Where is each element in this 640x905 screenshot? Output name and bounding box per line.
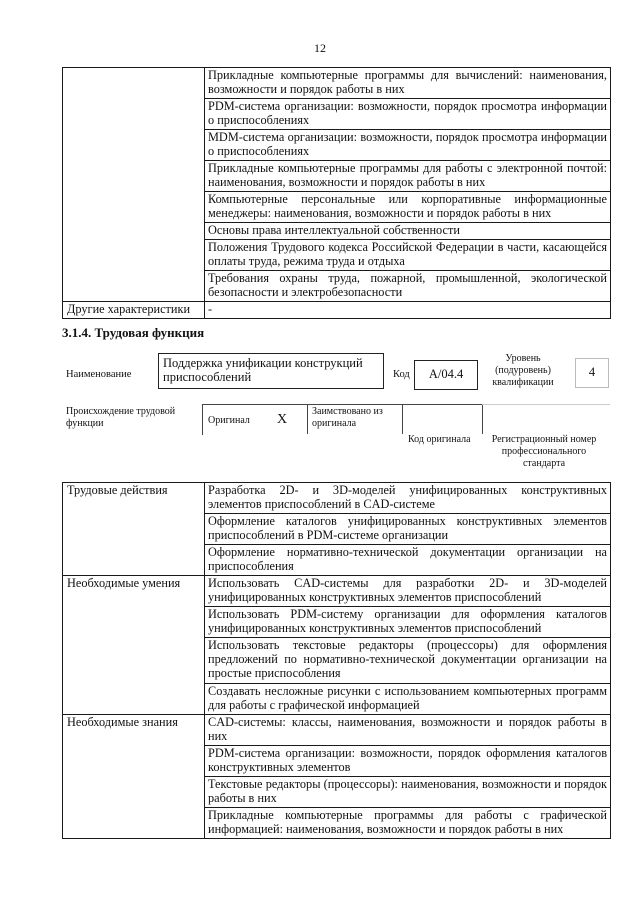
table-cell: Использовать CAD-системы для разработки 2D- и 3D-моделей унифицированных конструктивных элементов приспособлений <box>205 576 611 607</box>
table-cell: Положения Трудового кодекса Российской Федерации в части, касающейся оплаты труда, режима труда и отдыха <box>205 240 611 271</box>
table-cell: PDM-система организации: возможности, порядок оформления каталогов конструктивных элементов <box>205 746 611 777</box>
reg-number-label: Регистрационный номер профессионального стандарта <box>491 434 597 469</box>
section-heading: 3.1.4. Трудовая функция <box>62 325 205 340</box>
original-label: Оригинал <box>208 415 250 426</box>
original-mark: X <box>277 412 288 427</box>
table-cell: Основы права интеллектуальной собственности <box>205 223 611 240</box>
level-label: Уровень (подуровень) квалификации <box>492 353 554 388</box>
table-cell: PDM-система организации: возможности, порядок просмотра информации о приспособлениях <box>205 99 611 130</box>
divider <box>482 404 610 405</box>
code-value: А/04.4 <box>414 360 478 390</box>
knowledge-label: Необходимые знания <box>63 715 205 839</box>
table-cell: Использовать PDM-систему организации для оформления каталогов унифицированных конструктивных элементов приспособлений <box>205 607 611 638</box>
code-label: Код <box>393 369 410 380</box>
table-cell: Оформление каталогов унифицированных конструктивных элементов приспособлений в PDM-системе организации <box>205 514 611 545</box>
labor-function-table <box>62 482 611 839</box>
table-row <box>63 715 611 746</box>
name-label: Наименование <box>66 369 132 380</box>
table-row <box>63 483 611 514</box>
origin-label: Происхождение трудовой функции <box>66 406 176 429</box>
table-cell: Использовать текстовые редакторы (процессоры) для оформления предложений по нормативно-технической документации организации на простые приспособления <box>205 638 611 684</box>
knowledge-table-continued <box>62 67 611 319</box>
table-cell-empty <box>63 68 205 302</box>
table-cell: Оформление нормативно-технической документации организации на приспособления <box>205 545 611 576</box>
table-row <box>63 68 611 99</box>
table-row <box>63 576 611 607</box>
table-cell: Прикладные компьютерные программы для вычислений: наименования, возможности и порядок работы в них <box>205 68 611 99</box>
divider <box>482 404 483 434</box>
divider <box>307 404 308 434</box>
level-value: 4 <box>575 358 609 388</box>
divider <box>402 404 403 434</box>
page-number: 12 <box>314 41 326 55</box>
table-cell: Разработка 2D- и 3D-моделей унифицированных конструктивных элементов приспособлений в CAD-системе <box>205 483 611 514</box>
labor-actions-label: Трудовые действия <box>63 483 205 576</box>
table-cell: CAD-системы: классы, наименования, возможности и порядок работы в них <box>205 715 611 746</box>
table-cell: MDM-система организации: возможности, порядок просмотра информации о приспособлениях <box>205 130 611 161</box>
table-cell: Требования охраны труда, пожарной, промышленной, экологической безопасности и электробезопасности <box>205 271 611 302</box>
other-characteristics-label: Другие характеристики <box>63 302 205 319</box>
name-value: Поддержка унификации конструкций приспособлений <box>158 353 384 389</box>
table-cell: Текстовые редакторы (процессоры): наименования, возможности и порядок работы в них <box>205 777 611 808</box>
code-original-label: Код оригинала <box>408 434 471 445</box>
table-cell: Прикладные компьютерные программы для работы с графической информацией: наименования, возможности и порядок работы в них <box>205 808 611 839</box>
table-cell: Компьютерные персональные или корпоративные информационные менеджеры: наименования, возможности и порядок работы в них <box>205 192 611 223</box>
borrowed-label: Заимствовано из оригинала <box>312 406 383 429</box>
table-cell: Создавать несложные рисунки с использованием компьютерных программ для работы с графической информацией <box>205 684 611 715</box>
table-row <box>63 302 611 319</box>
skills-label: Необходимые умения <box>63 576 205 715</box>
table-cell: Прикладные компьютерные программы для работы с электронной почтой: наименования, возможности и порядок работы в них <box>205 161 611 192</box>
other-characteristics-value: - <box>205 302 611 319</box>
